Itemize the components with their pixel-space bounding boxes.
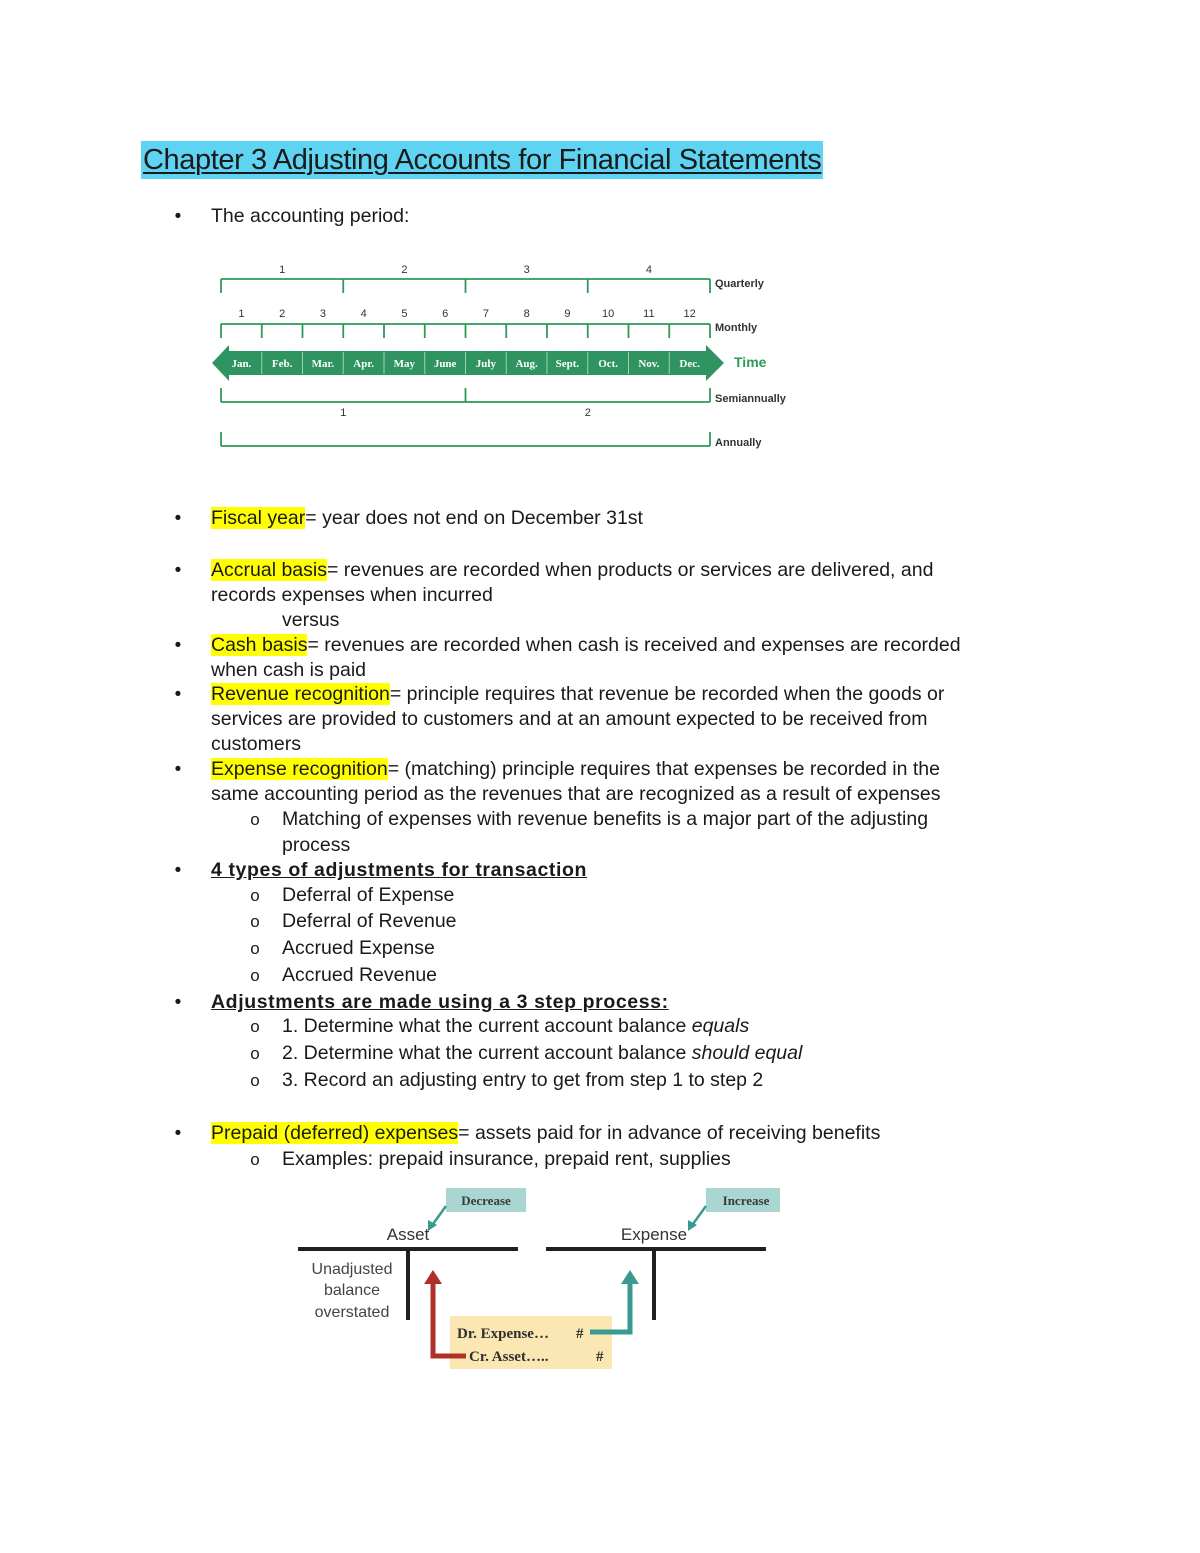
cash-basis-continued: when cash is paid (211, 659, 367, 681)
entry-debit: Dr. Expense… (457, 1326, 549, 1342)
adjustment-types-heading: 4 types of adjustments for transaction (211, 859, 588, 881)
quarter-number: 4 (645, 264, 652, 276)
step-1: 1. Determine what the current account balance equals (282, 1015, 750, 1037)
bullet: • (174, 1123, 182, 1144)
quarter-number: 1 (279, 264, 286, 276)
bullet: • (174, 635, 182, 656)
month-label: Mar. (311, 358, 335, 370)
annually-label: Annually (715, 437, 762, 449)
month-number: 8 (523, 308, 530, 320)
bullet: • (174, 992, 182, 1013)
sub-bullet: o (250, 939, 260, 958)
adjustment-type-item: Accrued Revenue (282, 964, 438, 986)
increase-label: Increase (722, 1193, 770, 1208)
semiannually-label: Semiannually (715, 393, 786, 405)
revenue-recognition-continued: services are provided to customers and at an amount expected to be received from (211, 708, 928, 730)
matching-note-continued: process (282, 834, 351, 856)
expense-recognition-definition: Expense recognition= (matching) principle requires that expenses be recorded in the (211, 758, 940, 780)
decrease-pointer (433, 1206, 446, 1224)
three-step-heading: Adjustments are made using a 3 step process: (211, 991, 669, 1013)
increase-pointer (693, 1206, 706, 1224)
month-number: 11 (643, 308, 655, 320)
month-label: Feb. (271, 358, 293, 370)
revenue-recognition-definition: Revenue recognition= principle requires that revenue be recorded when the goods or (211, 683, 945, 705)
semiannual-number: 2 (584, 407, 591, 419)
t-account-diagram (290, 1180, 780, 1375)
quarterly-label: Quarterly (715, 278, 764, 290)
month-number: 10 (602, 308, 615, 320)
month-number: 6 (442, 308, 449, 320)
bullet: • (174, 560, 182, 581)
accrual-basis-continued: records expenses when incurred (211, 584, 493, 606)
fiscal-year-definition: Fiscal year= year does not end on December 31st (211, 507, 643, 529)
term-highlight: Cash basis (211, 634, 308, 656)
month-number: 1 (238, 308, 245, 320)
prepaid-expenses-definition: Prepaid (deferred) expenses= assets paid for in advance of receiving benefits (211, 1122, 881, 1144)
bullet: • (174, 684, 182, 705)
entry-credit-amount: # (596, 1349, 604, 1365)
credit-asset-arrow-head (424, 1270, 442, 1284)
month-label: Jan. (231, 358, 252, 370)
sub-bullet: o (250, 1071, 260, 1090)
cash-basis-definition: Cash basis= revenues are recorded when cash is received and expenses are recorded (211, 634, 961, 656)
overstated-label: overstated (314, 1304, 390, 1321)
accounting-period-label: The accounting period: (211, 205, 410, 227)
sub-bullet: o (250, 912, 260, 931)
quarter-number: 3 (523, 264, 530, 276)
unadjusted-label: Unadjusted (311, 1261, 393, 1278)
sub-bullet: o (250, 810, 260, 829)
balance-label: balance (323, 1282, 381, 1299)
prepaid-examples: Examples: prepaid insurance, prepaid rent, supplies (282, 1148, 731, 1170)
term-highlight: Prepaid (deferred) expenses (211, 1122, 459, 1144)
sub-bullet: o (250, 1150, 260, 1169)
accrual-basis-definition: Accrual basis= revenues are recorded when products or services are delivered, and (211, 559, 934, 581)
month-label: Sept. (555, 358, 580, 370)
accounting-period-timeline (205, 255, 805, 460)
month-label: May (393, 358, 416, 370)
entry-debit-amount: # (576, 1326, 584, 1342)
sub-bullet: o (250, 1044, 260, 1063)
month-number: 4 (360, 308, 367, 320)
expense-recognition-continued: same accounting period as the revenues that are recognized as a result of expenses (211, 783, 941, 805)
month-label: Apr. (353, 358, 374, 370)
month-number: 7 (482, 308, 489, 320)
adjustment-type-item: Accrued Expense (282, 937, 435, 959)
term-highlight: Revenue recognition (211, 683, 390, 705)
month-number: 5 (401, 308, 408, 320)
month-number: 3 (319, 308, 326, 320)
revenue-recognition-continued: customers (211, 733, 301, 755)
entry-credit: Cr. Asset….. (469, 1349, 549, 1365)
month-number: 12 (683, 308, 696, 320)
step-3: 3. Record an adjusting entry to get from step 1 to step 2 (282, 1069, 764, 1091)
adjustment-type-item: Deferral of Expense (282, 884, 455, 906)
month-label: Nov. (638, 358, 660, 370)
semiannual-number: 1 (340, 407, 347, 419)
bullet: • (174, 206, 182, 227)
month-number: 9 (564, 308, 571, 320)
month-label: Oct. (598, 358, 619, 370)
versus-text: versus (282, 609, 340, 631)
sub-bullet: o (250, 966, 260, 985)
term-highlight: Expense recognition (211, 758, 388, 780)
month-label: July (475, 358, 496, 370)
expense-account-label: Expense (620, 1225, 688, 1244)
bullet: • (174, 759, 182, 780)
time-label: Time (734, 354, 767, 370)
bullet: • (174, 508, 182, 529)
month-label: Aug. (515, 358, 538, 370)
term-highlight: Accrual basis (211, 559, 327, 581)
matching-note: Matching of expenses with revenue benefits is a major part of the adjusting (282, 808, 929, 830)
asset-account-label: Asset (386, 1225, 430, 1244)
quarter-number: 2 (401, 264, 408, 276)
month-number: 2 (279, 308, 286, 320)
adjustment-type-item: Deferral of Revenue (282, 910, 457, 932)
monthly-label: Monthly (715, 322, 758, 334)
page-title: Chapter 3 Adjusting Accounts for Financial Statements (141, 141, 823, 179)
month-label: June (433, 358, 457, 370)
sub-bullet: o (250, 1017, 260, 1036)
debit-expense-arrow-head (621, 1270, 639, 1284)
term-highlight: Fiscal year (211, 507, 306, 529)
step-2: 2. Determine what the current account balance should equal (282, 1042, 803, 1064)
sub-bullet: o (250, 886, 260, 905)
decrease-label: Decrease (461, 1193, 511, 1208)
month-label: Dec. (679, 358, 700, 370)
bullet: • (174, 860, 182, 881)
